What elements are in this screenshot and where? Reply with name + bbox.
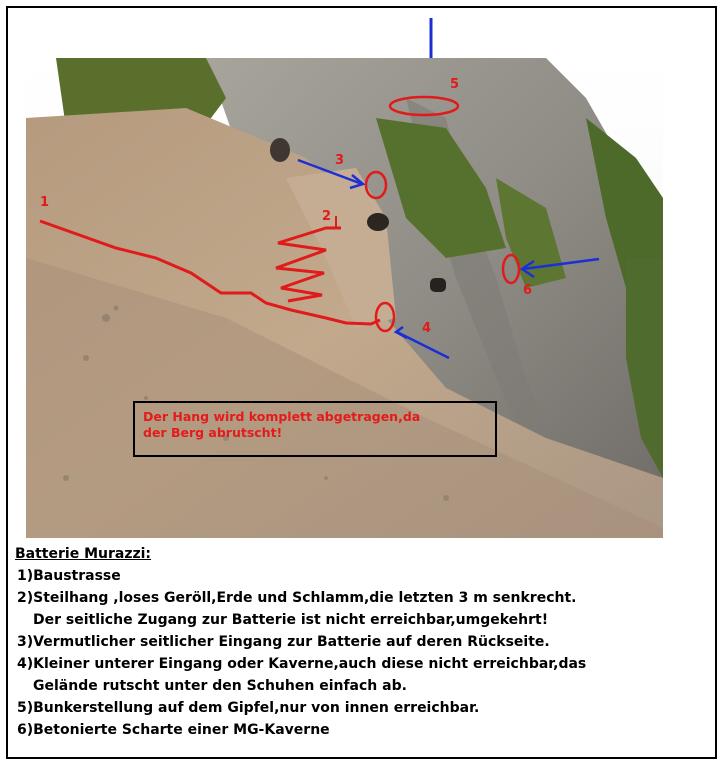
- legend-item-4-cont: Gelände rutscht unter den Schuhen einfach ab.: [33, 678, 407, 694]
- marker-4-label: 4: [422, 321, 432, 336]
- caption-legend: [15, 546, 705, 741]
- caption-title: Batterie Murazzi:: [15, 546, 152, 562]
- warning-line-2: der Berg abrutscht!: [143, 425, 283, 440]
- legend-item-2-cont: Der seitliche Zugang zur Batterie ist nicht erreichbar,umgekehrt!: [33, 612, 549, 628]
- marker-2-label: 2: [322, 209, 332, 224]
- warning-line-1: Der Hang wird komplett abgetragen,da: [143, 409, 421, 424]
- marker-6-label: 6: [523, 283, 533, 298]
- cliff-photo: [26, 58, 663, 538]
- marker-1-label: 1: [40, 195, 50, 210]
- marker-3-label: 3: [335, 153, 345, 168]
- legend-item-5: 5)Bunkerstellung auf dem Gipfel,nur von innen erreichbar.: [17, 700, 480, 716]
- legend-item-6: 6)Betonierte Scharte einer MG-Kaverne: [17, 722, 330, 738]
- legend-item-2: 2)Steilhang ,loses Geröll,Erde und Schlamm,die letzten 3 m senkrecht.: [17, 590, 577, 606]
- legend-item-3: 3)Vermutlicher seitlicher Eingang zur Batterie auf deren Rückseite.: [17, 634, 550, 650]
- marker-5-label: 5: [450, 77, 460, 92]
- legend-item-4: 4)Kleiner unterer Eingang oder Kaverne,auch diese nicht erreichbar,das: [17, 656, 587, 672]
- legend-item-1: 1)Baustrasse: [17, 568, 121, 584]
- slope-warning-box: [133, 401, 497, 457]
